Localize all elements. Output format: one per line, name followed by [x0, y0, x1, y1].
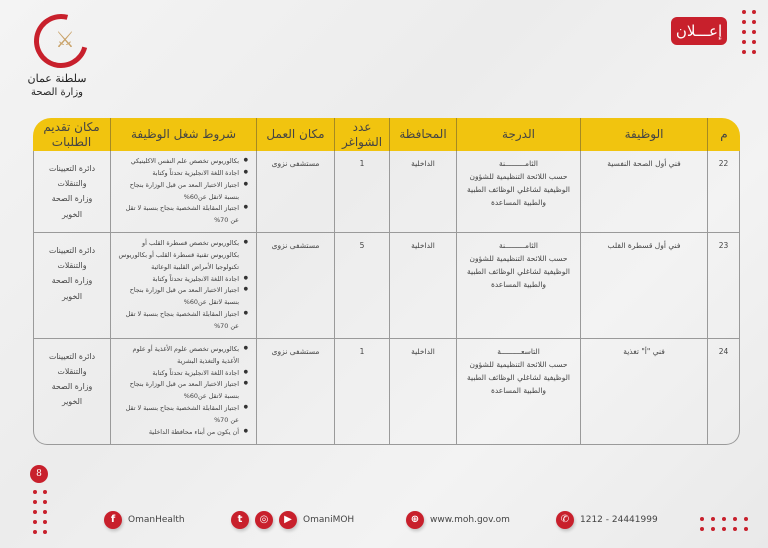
grade: التاسعـــــــــة حسب اللائحة التنظيمية للشؤون الوظيفية لشاغلي الوظائف الطبية والطبية المساعدة — [456, 339, 580, 445]
requirement-item: ● اجتياز المقابلة الشخصية بنجاح بنسبة لا تقل عن 70% — [115, 309, 248, 333]
decorative-dots-left — [33, 490, 47, 534]
header-num: م — [707, 118, 740, 151]
logo-sultanate-text: سلطنة عمان — [27, 72, 87, 85]
row-num: 24 — [707, 339, 740, 445]
requirements — [110, 339, 256, 445]
phone-number: 1212 - 24441999 — [580, 515, 658, 525]
table-row — [33, 151, 740, 233]
phone-icon: ✆ — [556, 511, 574, 529]
page-number: 8 — [30, 465, 48, 483]
grade: الثامـــــــــنة حسب اللائحة التنظيمية للشؤون الوظيفية لشاغلي الوظائف الطبية والطبية المساعدة — [456, 233, 580, 339]
decorative-dots-top — [742, 10, 756, 54]
header-governorate: المحافظة — [389, 118, 456, 151]
workplace: مستشفى نزوى — [256, 233, 334, 339]
khanjar-emblem-icon: ⚔ — [55, 28, 75, 53]
workplace: مستشفى نزوى — [256, 151, 334, 233]
row-num: 23 — [707, 233, 740, 339]
website-link[interactable] — [406, 511, 510, 529]
requirement-item: ● اجتياز الاختبار المعد من قبل الوزارة بنجاح بنسبة لاتقل عن60% — [115, 285, 248, 309]
requirements — [110, 233, 256, 339]
logo-ministry-text: وزارة الصحة — [31, 87, 83, 98]
twitter-icon[interactable]: t — [231, 511, 249, 529]
phone-contact[interactable] — [556, 511, 658, 529]
requirement-item: ● بكالوريوس تخصص علم النفس الاكلينيكي — [115, 156, 248, 168]
header-apply-location: مكان تقديم الطلبات — [33, 118, 110, 151]
header-requirements: شروط شغل الوظيفة — [110, 118, 256, 151]
instagram-icon[interactable]: ◎ — [255, 511, 273, 529]
requirement-item: ● اجتياز المقابلة الشخصية بنجاح بنسبة لا تقل عن 70% — [115, 203, 248, 227]
table-row — [33, 233, 740, 339]
grade: الثامـــــــــنة حسب اللائحة التنظيمية للشؤون الوظيفية لشاغلي الوظائف الطبية والطبية المساعدة — [456, 151, 580, 233]
row-num: 22 — [707, 151, 740, 233]
table-header-row — [33, 118, 740, 151]
vacancies: 5 — [334, 233, 389, 339]
job-title: فني "أ" تغذية — [580, 339, 707, 445]
requirement-item: ● بكالوريوس تخصص قسطرة القلب أو بكالوريوس تقنية قسطرة القلب أو بكالوريوس تكنولوجيا الأمراض القلبية الوعائية — [115, 238, 248, 274]
governorate: الداخلية — [389, 233, 456, 339]
requirement-item: ● اجتياز الاختبار المعد من قبل الوزارة بنجاح بنسبة لاتقل عن60% — [115, 180, 248, 204]
header-workplace: مكان العمل — [256, 118, 334, 151]
globe-icon: ⊕ — [406, 511, 424, 529]
facebook-handle: OmanHealth — [128, 515, 185, 525]
social-handle[interactable]: OmaniMOH — [303, 515, 355, 525]
apply-location: دائرة التعيينات والتنقلات وزارة الصحة الخوير — [33, 339, 110, 445]
header-grade: الدرجة — [456, 118, 580, 151]
requirement-item: ● اجادة اللغة الانجليزية تحدثاً وكتابة — [115, 368, 248, 380]
vacancies: 1 — [334, 339, 389, 445]
apply-location: دائرة التعيينات والتنقلات وزارة الصحة الخوير — [33, 233, 110, 339]
announcement-badge: إعـــلان — [671, 17, 727, 45]
facebook-icon: f — [104, 511, 122, 529]
apply-location: دائرة التعيينات والتنقلات وزارة الصحة الخوير — [33, 151, 110, 233]
vacancies: 1 — [334, 151, 389, 233]
requirement-item: ● اجتياز الاختبار المعد من قبل الوزارة بنجاح بنسبة لاتقل عن60% — [115, 379, 248, 403]
header-vacancies: عدد الشواغر — [334, 118, 389, 151]
requirement-item: ● أن يكون من أبناء محافظة الداخلية — [115, 427, 248, 439]
job-title: فني أول قسطرة القلب — [580, 233, 707, 339]
requirement-item: ● اجتياز المقابلة الشخصية بنجاح بنسبة لا تقل عن 70% — [115, 403, 248, 427]
workplace: مستشفى نزوى — [256, 339, 334, 445]
header-job: الوظيفة — [580, 118, 707, 151]
decorative-dots-bottom — [700, 517, 748, 531]
job-title: فني أول الصحة النفسية — [580, 151, 707, 233]
requirement-item: ● اجادة اللغة الانجليزية تحدثاً وكتابة — [115, 274, 248, 286]
social-links — [231, 511, 354, 529]
website-url: www.moh.gov.om — [430, 515, 510, 525]
governorate: الداخلية — [389, 339, 456, 445]
table-row — [33, 339, 740, 445]
requirement-item: ● بكالوريوس تخصص علوم الأغذية أو علوم الأغذية والتغذية البشرية — [115, 344, 248, 368]
requirements — [110, 151, 256, 233]
governorate: الداخلية — [389, 151, 456, 233]
youtube-icon[interactable]: ▶ — [279, 511, 297, 529]
jobs-table — [33, 118, 740, 436]
facebook-link[interactable] — [104, 511, 185, 529]
requirement-item: ● اجادة اللغة الانجليزية تحدثاً وكتابة — [115, 168, 248, 180]
ministry-logo — [26, 12, 86, 100]
